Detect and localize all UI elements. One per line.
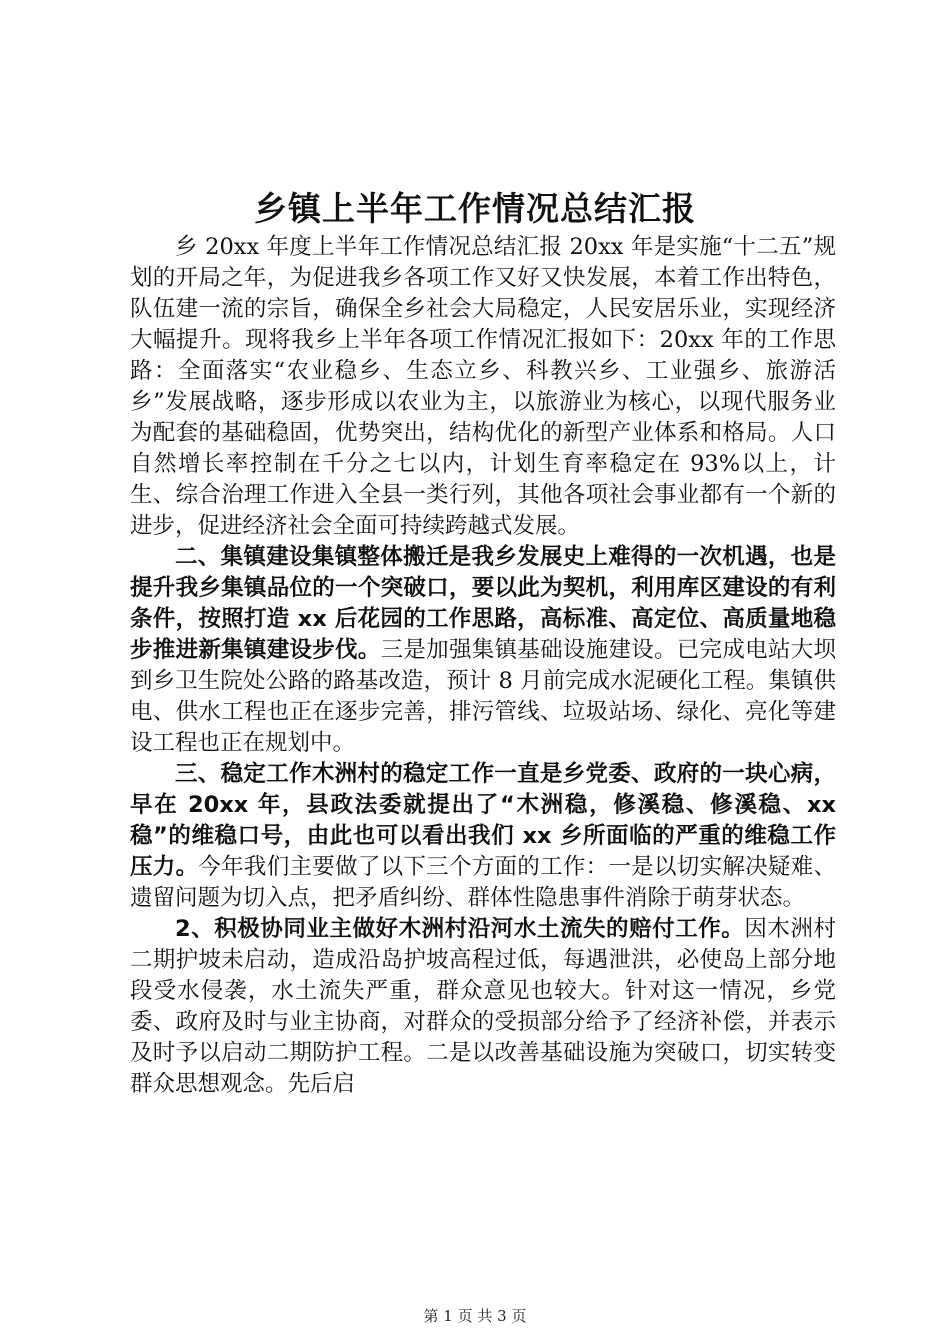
paragraph-stability-work: [130, 759, 836, 914]
paragraph-compensation: [130, 914, 836, 1100]
paragraph-bold-lead: 2、积极协同业主做好木洲村沿河水土流失的赔付工作。: [175, 916, 745, 942]
paragraph-text: 三是加强集镇基础设施建设。已完成电站大坝到乡卫生院处公路的路基改造，预计 8 月前完成水泥硬化工程。集镇供电、供水工程也正在逐步完善，排污管线、垃圾站场、绿化、亮化等建设工程也正在规划中。: [130, 637, 836, 756]
paragraph-town-construction: [130, 542, 836, 759]
paragraph-text: 因木洲村二期护坡未启动，造成沿岛护坡高程过低，每遇泄洪，必使岛上部分地段受水侵袭，水土流失严重，群众意见也较大。针对这一情况，乡党委、政府及时与业主协商，对群众的受损部分给予了经济补偿，并表示及时予以启动二期防护工程。二是以改善基础设施为突破口，切实转变群众思想观念。先后启: [130, 916, 836, 1097]
paragraph-bold-lead: 三、稳定工作木洲村的稳定工作一直是乡党委、政府的一块心病，早在 20xx 年，县政法委就提出了“木洲稳，修溪稳、修溪稳、xx 稳”的维稳口号，由此也可以看出我们 xx 乡所面临的严重的维稳工作压力。: [130, 761, 836, 880]
paragraph-intro: [130, 232, 836, 542]
paragraph-text: 今年我们主要做了以下三个方面的工作：一是以切实解决疑难、遗留问题为切入点，把矛盾纠纷、群体性隐患事件消除于萌芽状态。: [130, 854, 836, 911]
paragraph-text: 乡 20xx 年度上半年工作情况总结汇报 20xx 年是实施“十二五”规划的开局之年，为促进我乡各项工作又好又快发展，本着工作出特色，队伍建一流的宗旨，确保全乡社会大局稳定，人民安居乐业，实现经济大幅提升。现将我乡上半年各项工作情况汇报如下：20xx 年的工作思路：全面落实“农业稳乡、生态立乡、科教兴乡、工业强乡、旅游活乡”发展战略，逐步形成以农业为主，以旅游业为核心，以现代服务业为配套的基础稳固，优势突出，结构优化的新型产业体系和格局。人口自然增长率控制在千分之七以内，计划生育率稳定在 93%以上，计生、综合治理工作进入全县一类行列，其他各项社会事业都有一个新的进步，促进经济社会全面可持续跨越式发展。: [130, 234, 836, 539]
paragraph-bold-lead: 二、集镇建设集镇整体搬迁是我乡发展史上难得的一次机遇，也是提升我乡集镇品位的一个突破口，要以此为契机，利用库区建设的有利条件，按照打造 xx 后花园的工作思路，高标准、高定位、高质量地稳步推进新集镇建设步伐。: [130, 544, 836, 663]
document-body: [130, 232, 836, 1100]
document-title: 乡镇上半年工作情况总结汇报: [254, 189, 696, 228]
page-number-footer: 第 1 页 共 3 页: [423, 1307, 527, 1325]
